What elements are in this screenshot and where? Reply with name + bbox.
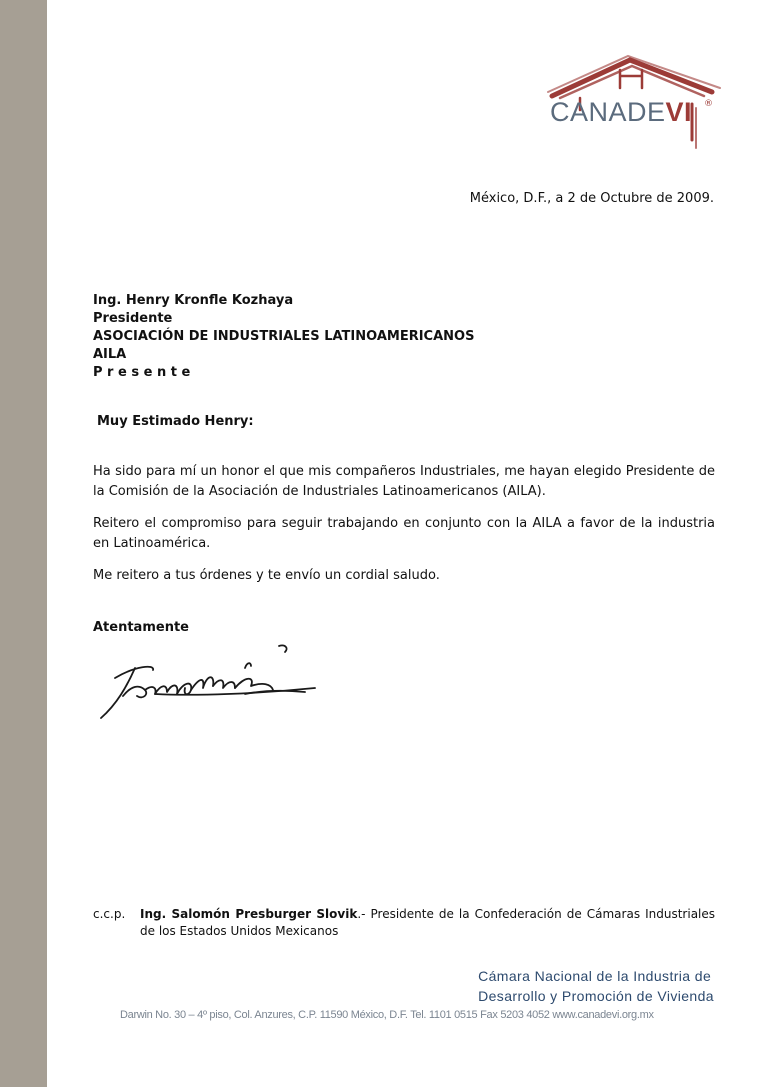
letter-page xyxy=(47,0,768,1087)
body-paragraph-3: Me reitero a tus órdenes y te envío un cordial saludo. xyxy=(93,568,440,583)
footer-address: Darwin No. 30 – 4º piso, Col. Anzures, C.P. 11590 México, D.F. Tel. 1101 0515 Fax 5203 4052 www.canadevi.org.mx xyxy=(120,1009,654,1021)
recipient-title: Presidente xyxy=(93,311,173,326)
date-line: México, D.F., a 2 de Octubre de 2009. xyxy=(469,191,714,206)
body-paragraph-1: Ha sido para mí un honor el que mis compañeros Industriales, me hayan elegido Presidente de la Comisión de la Asociación de Industriales Latinoamericanos (AILA). xyxy=(93,464,715,499)
registered-mark: ® xyxy=(704,99,713,109)
left-margin-bar xyxy=(0,0,47,1087)
ccp-rest: .- Presidente de la Confederación de Cámaras Industriales de los Estados Unidos Mexicanos xyxy=(140,907,716,938)
closing: Atentamente xyxy=(93,620,189,635)
handwritten-signature xyxy=(95,638,335,728)
footer-organization xyxy=(478,966,714,1006)
ccp-name: Ing. Salomón Presburger Slovik xyxy=(140,907,358,921)
recipient-presente: P r e s e n t e xyxy=(93,365,191,380)
recipient-organization: ASOCIACIÓN DE INDUSTRIALES LATINOAMERICANOS xyxy=(93,329,475,344)
ccp-label: c.c.p. xyxy=(93,907,126,921)
carbon-copy xyxy=(93,906,715,940)
greeting: Muy Estimado Henry: xyxy=(97,414,254,429)
ccp-text xyxy=(140,906,715,940)
recipient-acronym: AILA xyxy=(93,347,127,362)
footer-org-line-2: Desarrollo y Promoción de Vivienda xyxy=(478,988,714,1004)
footer-org-line-1: Cámara Nacional de la Industria de xyxy=(478,968,712,984)
recipient-name: Ing. Henry Kronfle Kozhaya xyxy=(93,293,294,308)
recipient-block xyxy=(93,292,474,382)
canadevi-wordmark: CANADEVI xyxy=(550,97,693,127)
body-paragraph-2: Reitero el compromiso para seguir trabajando en conjunto con la AILA a favor de la industria en Latinoamérica. xyxy=(93,516,715,551)
